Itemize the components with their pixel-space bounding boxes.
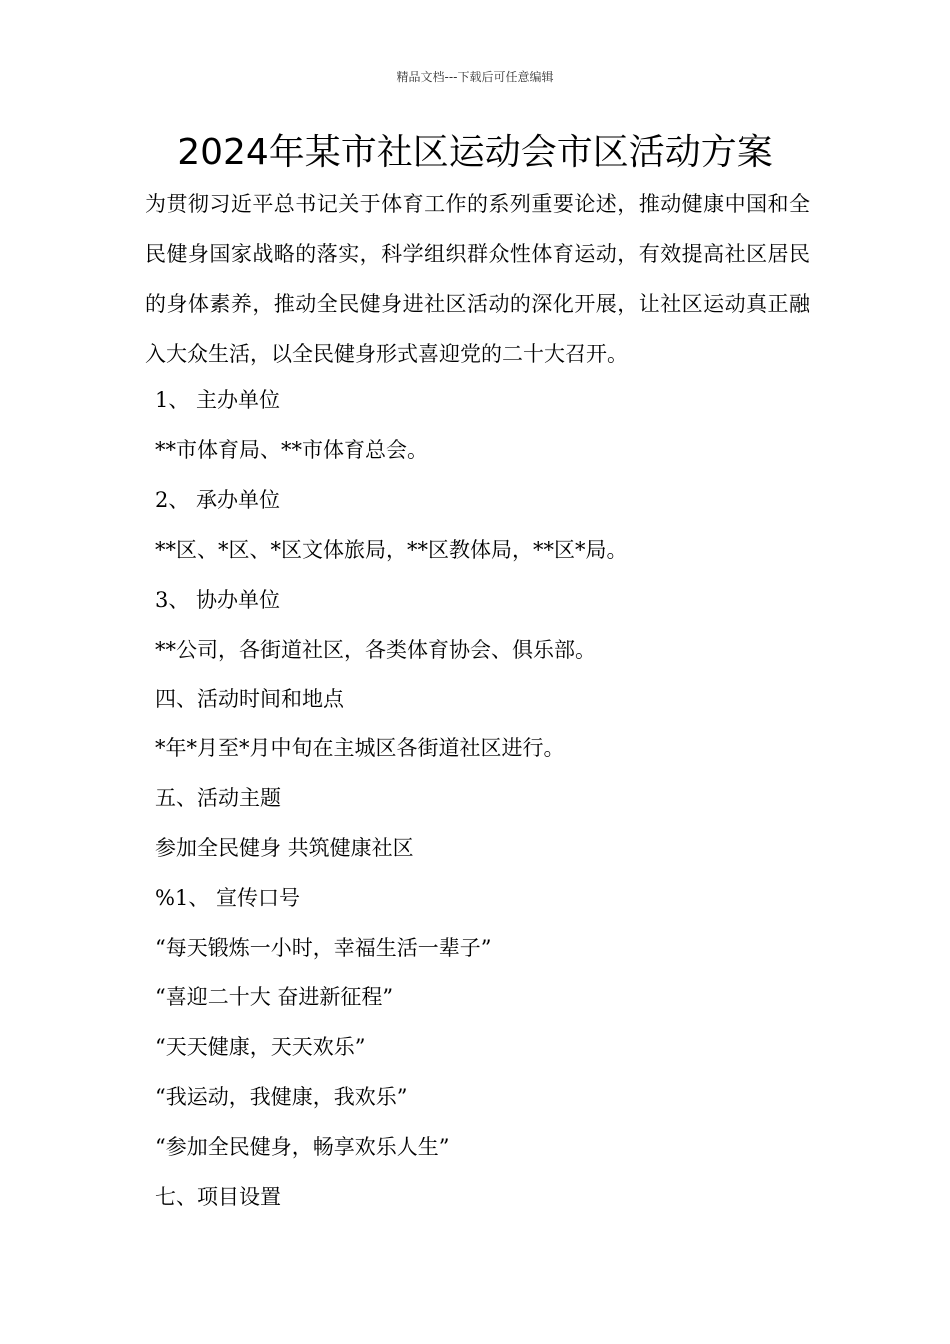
intro-paragraph: 为贯彻习近平总书记关于体育工作的系列重要论述，推动健康中国和全民健身国家战略的落实，科学组织群众性体育运动，有效提高社区居民的身体素养，推动全民健身进社区活动的深化开展，让社区运动真正融入大众生活，以全民健身形式喜迎党的二十大召开。 — [145, 192, 810, 366]
section-slogan-heading: %1、 宣传口号 — [155, 886, 300, 910]
slogan-item: “喜迎二十大 奋进新征程” — [155, 985, 394, 1009]
section-events-heading: 七、项目设置 — [155, 1185, 281, 1209]
section-host-heading: 2、 承办单位 — [155, 488, 281, 512]
document-title: 2024年某市社区运动会市区活动方案 — [177, 132, 773, 173]
co-organizer-text: **公司，各街道社区，各类体育协会、俱乐部。 — [155, 638, 596, 662]
theme-text: 参加全民健身 共筑健康社区 — [155, 836, 414, 860]
organizer-text: **市体育局、**市体育总会。 — [155, 438, 428, 462]
slogan-item: “参加全民健身，畅享欢乐人生” — [155, 1135, 450, 1159]
time-place-text: *年*月至*月中旬在主城区各街道社区进行。 — [155, 736, 565, 760]
section-theme-heading: 五、活动主题 — [155, 786, 281, 810]
header-note: 精品文档---下载后可任意编辑 — [396, 70, 554, 84]
section-organizer-heading: 1、 主办单位 — [155, 388, 281, 412]
section-time-place-heading: 四、活动时间和地点 — [155, 687, 344, 711]
host-text: **区、*区、*区文体旅局，**区教体局，**区*局。 — [155, 538, 628, 562]
section-co-organizer-heading: 3、 协办单位 — [155, 588, 281, 612]
slogan-item: “每天锻炼一小时，幸福生活一辈子” — [155, 936, 492, 960]
slogan-item: “我运动，我健康，我欢乐” — [155, 1085, 408, 1109]
slogan-item: “天天健康，天天欢乐” — [155, 1035, 366, 1059]
